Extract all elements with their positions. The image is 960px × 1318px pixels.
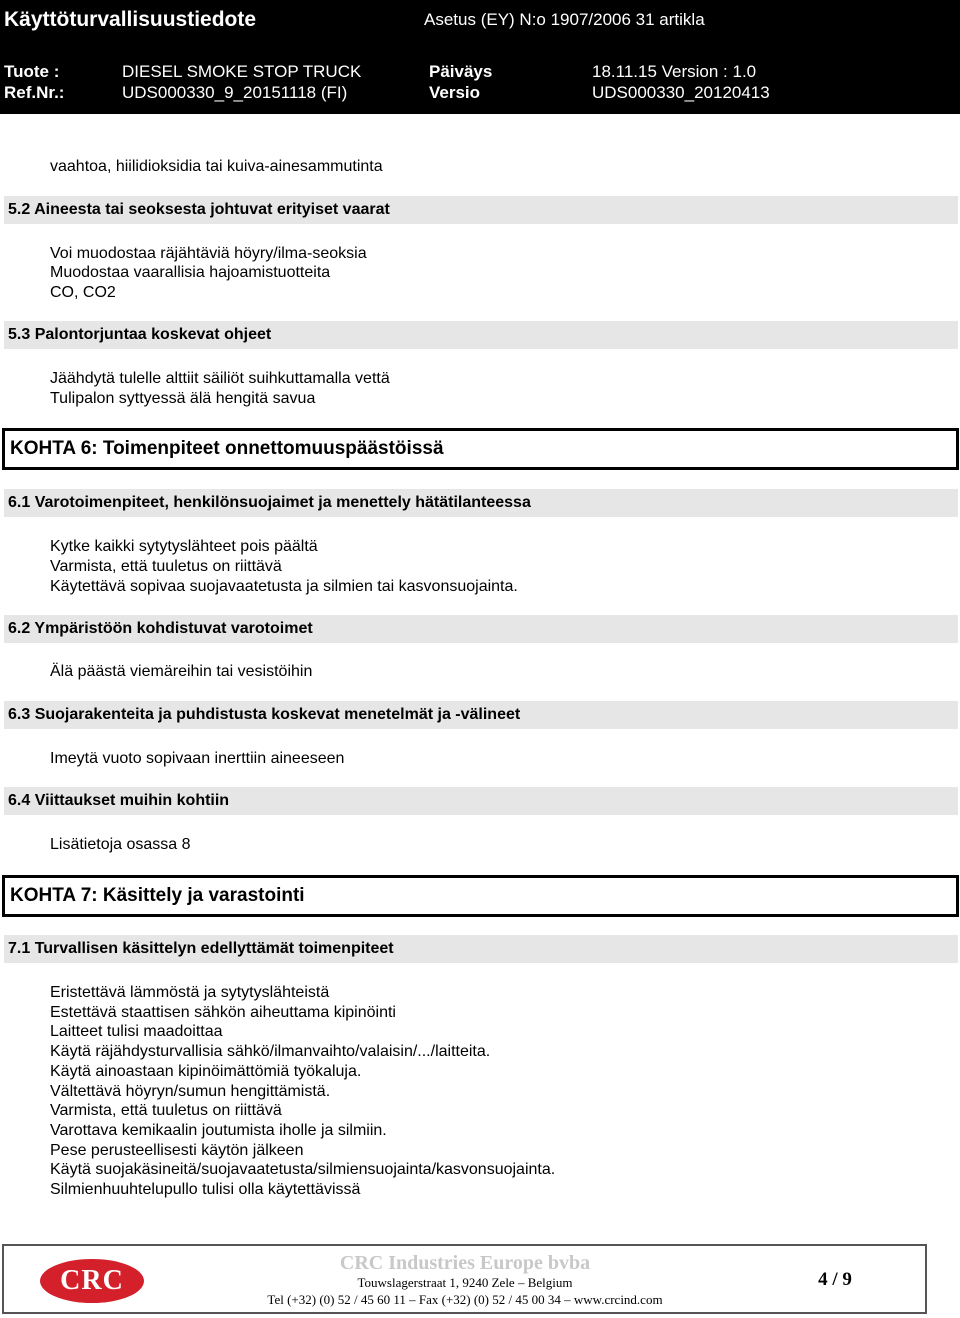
text-line: CO, CO2 (50, 284, 116, 301)
product-value: DIESEL SMOKE STOP TRUCK (122, 62, 362, 81)
text-line: Kytke kaikki sytytyslähteet pois päältä (50, 538, 318, 555)
ref-value: UDS000330_9_20151118 (FI) (122, 83, 348, 102)
subheading-text: 6.1 Varotoimenpiteet, henkilönsuojaimet ja menettely hätätilanteessa (8, 494, 531, 511)
section-title-7 (2, 875, 959, 917)
text-line: Voi muodostaa räjähtäviä höyry/ilma-seoksia (50, 245, 367, 262)
text-line: Käytettävä sopivaa suojavaatetusta ja silmien tai kasvonsuojainta. (50, 578, 518, 595)
text-line: Lisätietoja osassa 8 (50, 836, 191, 853)
text-line: Muodostaa vaarallisia hajoamistuotteita (50, 264, 331, 281)
text-line: Pese perusteellisesti käytön jälkeen (50, 1142, 304, 1159)
text-line: Varottava kemikaalin joutumista iholle ja silmiin. (50, 1122, 387, 1139)
text-line: Silmienhuuhtelupullo tulisi olla käytettävissä (50, 1181, 361, 1198)
section-title-text: KOHTA 6: Toimenpiteet onnettomuuspäästöissä (10, 438, 444, 459)
intro-line: vaahtoa, hiilidioksidia tai kuiva-ainesammutinta (50, 158, 383, 175)
version-label: Versio (429, 83, 481, 102)
subheading-5-2 (4, 196, 958, 224)
company-contact: Tel (+32) (0) 52 / 45 60 11 – Fax (+32) (0) 52 / 45 00 34 – www.crcind.com (267, 1292, 663, 1307)
date-value: 18.11.15 Version : 1.0 (592, 62, 757, 81)
date-label: Päiväys (429, 62, 493, 81)
subheading-text: 6.4 Viittaukset muihin kohtiin (8, 792, 230, 809)
text-line: Älä päästä viemäreihin tai vesistöihin (50, 663, 313, 680)
text-line: Käytä ainoastaan kipinöimättömiä työkaluja. (50, 1063, 362, 1080)
page-number: 4 / 9 (818, 1269, 852, 1290)
section-title-text: KOHTA 7: Käsittely ja varastointi (10, 885, 305, 906)
subheading-6-3 (4, 701, 958, 729)
subheading-6-1 (4, 489, 958, 517)
text-line: Eristettävä lämmöstä ja sytytyslähteistä (50, 984, 330, 1001)
text-line: Imeytä vuoto sopivaan inerttiin aineeseen (50, 750, 345, 767)
text-line: Jäähdytä tulelle alttiit säiliöt suihkuttamalla vettä (50, 370, 390, 387)
ref-label: Ref.Nr.: (4, 83, 65, 102)
text-line: Laitteet tulisi maadoittaa (50, 1023, 223, 1040)
text-line: Käytä räjähdysturvallisia sähkö/ilmanvaihto/valaisin/.../laitteita. (50, 1043, 491, 1060)
product-label: Tuote : (4, 62, 60, 81)
section-title-6 (2, 428, 959, 470)
company-name: CRC Industries Europe bvba (339, 1252, 591, 1274)
text-line: Tulipalon syttyessä älä hengitä savua (50, 390, 316, 407)
subheading-text: 6.2 Ympäristöön kohdistuvat varotoimet (8, 620, 313, 637)
company-address: Touwslagerstraat 1, 9240 Zele – Belgium (357, 1275, 573, 1290)
text-line: Käytä suojakäsineitä/suojavaatetusta/silmiensuojainta/kasvonsuojainta. (50, 1161, 556, 1178)
subheading-7-1 (4, 935, 958, 963)
subheading-text: 6.3 Suojarakenteita ja puhdistusta koskevat menetelmät ja -välineet (8, 706, 521, 723)
subheading-text: 7.1 Turvallisen käsittelyn edellyttämät toimenpiteet (8, 940, 394, 957)
document-title: Käyttöturvallisuustiedote (4, 8, 257, 31)
logo-text: CRC (60, 1265, 124, 1296)
regulation-reference: Asetus (EY) N:o 1907/2006 31 artikla (424, 10, 705, 29)
subheading-text: 5.2 Aineesta tai seoksesta johtuvat erityiset vaarat (8, 201, 390, 218)
subheading-6-4 (4, 787, 958, 815)
text-line: Estettävä staattisen sähkön aiheuttama kipinöinti (50, 1004, 396, 1021)
subheading-5-3 (4, 321, 958, 349)
subheading-6-2 (4, 615, 958, 643)
crc-logo (38, 1256, 146, 1306)
text-line: Varmista, että tuuletus on riittävä (50, 1102, 282, 1119)
subheading-text: 5.3 Palontorjuntaa koskevat ohjeet (8, 326, 272, 343)
text-line: Vältettävä höyryn/sumun hengittämistä. (50, 1083, 331, 1100)
version-value: UDS000330_20120413 (592, 83, 770, 102)
text-line: Varmista, että tuuletus on riittävä (50, 558, 282, 575)
